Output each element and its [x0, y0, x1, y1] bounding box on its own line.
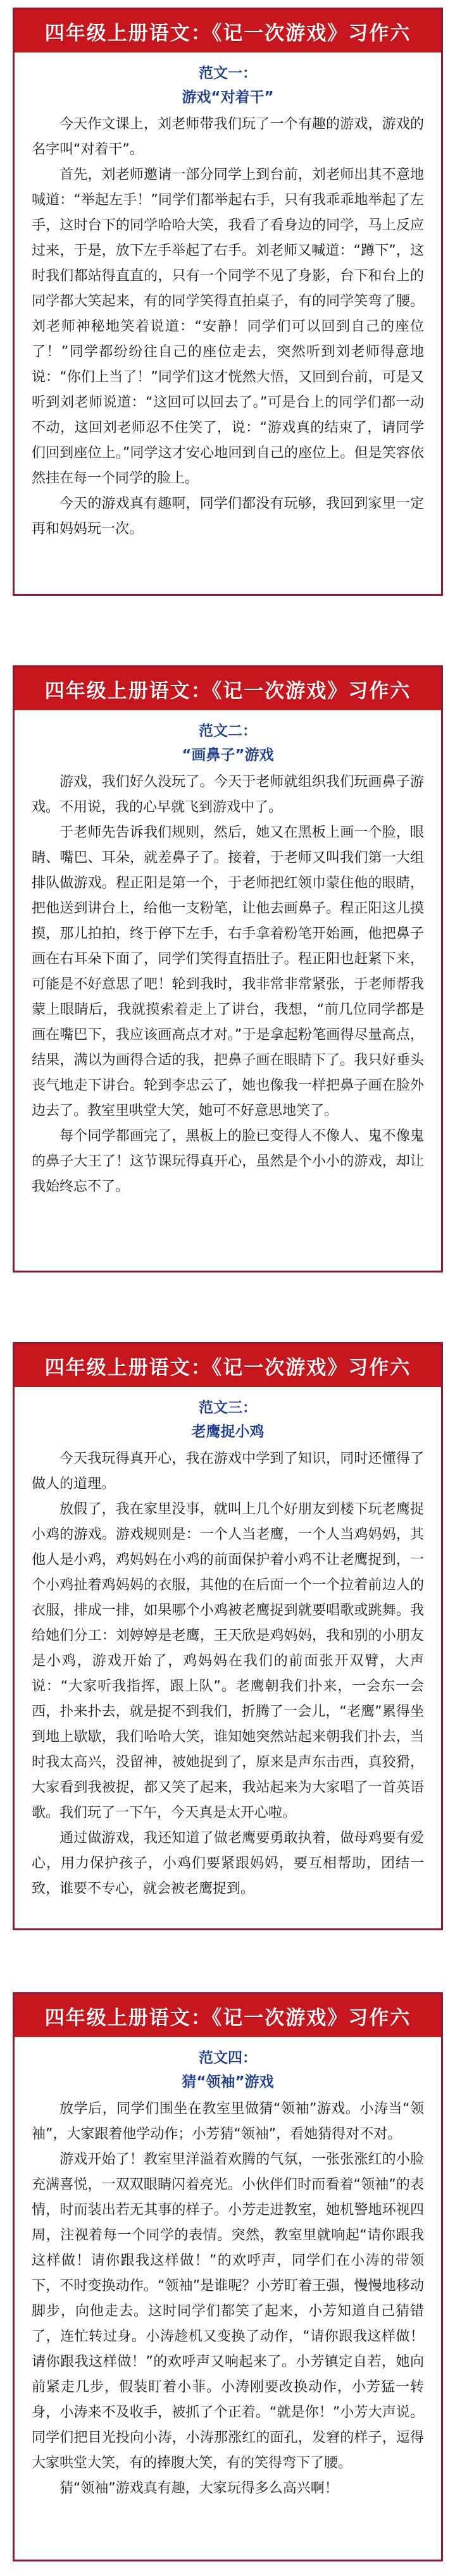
- essay-paragraph: 放学后，同学们围坐在教室里做猜“领袖”游戏。小涛当“领袖”，大家跟着他学动作；小芳猜“领袖”，看她猜得对不对。: [32, 2101, 424, 2142]
- card-header-title: 四年级上册语文：《记一次游戏》习作六: [15, 1994, 441, 2037]
- essay-paragraph: 猜“领袖”游戏真有趣，大家玩得多么高兴啊！: [59, 2480, 339, 2496]
- card-header-title: 四年级上册语文：《记一次游戏》习作六: [15, 667, 441, 710]
- essay-paragraph: 游戏开始了！教室里洋溢着欢腾的气氛，一张张涨红的小脸充满喜悦，一双双眼睛闪着亮光。小伙伴们时而看着“领袖”的表情，时而装出若无其事的样子。小芳走进教室，她机警地环视四周，注视着每一个同学的表情。突然，教室里就响起“请你跟我这样做！请你跟我这样做！”的欢呼声，同学们在小涛的带领下，不时变换动作。“领袖”是谁呢？小芳盯着王强，慢慢地移动脚步，向他走去。这时同学们都笑了起来，小芳知道自己猜错了，连忙转过身。小涛趁机又变换了动作，“请你跟我这样做！请你跟我这样做！”的欢呼声又响起来了。小芳镇定自若，她向前紧走几步，假装盯着小菲。小涛刚要改换动作，小芳猛一转身，小涛来不及收手，被抓了个正着。“就是你！”小芳大声说。同学们把目光投向小涛，小涛那涨红的面孔，发窘的样子，逗得大家哄堂大笑，有的捧腹大笑，有的笑得弯下了腰。: [32, 2152, 424, 2471]
- essay-body: [15, 710, 441, 1210]
- essay-paragraph: 首先，刘老师邀请一部分同学上到台前，刘老师出其不意地喊道：“举起左手！”同学们都举起右手，只有我乖乖地举起了左手，这时台下的同学哈哈大笑，我看了看身边的同学，马上反应过来，于是，放下左手举起了右手。刘老师又喊道：“蹲下”，这时我们都站得直直的，只有一个同学不见了身影，台下和台上的同学都大笑起来，有的同学笑得直拍桌子，有的同学笑弯了腰。刘老师神秘地笑着说道：“安静！同学们可以回到自己的座位了！”同学都纷纷往自己的座位走去，突然听到刘老师得意地说：“你们上当了！”同学们这才恍然大悟，又回到台前，可是又听到刘老师说道：“这回可以回去了。”可是台上的同学们都一动不动，这回刘老师忍不住笑了，说：“游戏真的结束了，请同学们回到座位上。”同学这才安心地回到自己的座位上。但是笑容依然挂在每一个同学的脸上。: [32, 167, 424, 486]
- essay-paragraph: 放假了，我在家里没事，就叫上几个好朋友到楼下玩老鹰捉小鸡的游戏。游戏规则是：一个人当老鹰，一个人当鸡妈妈，其他人是小鸡，鸡妈妈在小鸡的前面保护着小鸡不让老鹰捉到，一个小鸡扯着鸡妈妈的衣服，其他的在后面一个一个拉着前边人的衣服，排成一排，如果哪个小鸡被老鹰捉到就要唱歌或跳舞。我给她们分工：刘婷婷是老鹰，王天欣是鸡妈妈，我和别的小朋友是小鸡，游戏开始了，鸡妈妈在我们的前面张开双臂，大声说：“大家听我指挥，跟上队”。老鹰朝我们扑来，一会东一会西，扑来扑去，就是捉不到我们，折腾了一会儿，“老鹰”累得坐到地上歇歇，我们哈哈大笑，谁知她突然站起来朝我们扑去，当时我太高兴，没留神，被她捉到了，原来是声东击西，真狡猾，大家看到我被捉，都又笑了起来，我站起来为大家唱了一首英语歌。我们玩了一下午，今天真是太开心啦。: [32, 1501, 424, 1821]
- essay-number-label: 范文二：: [199, 723, 257, 739]
- essay-card-3: [13, 1342, 443, 1930]
- essay-paragraph: 于老师先告诉我们规则，然后，她又在黑板上画一个脸，眼睛、嘴巴、耳朵，就差鼻子了。接着，于老师又叫我们第一大组排队做游戏。程正阳是第一个，于老师把红领巾蒙住他的眼睛，把他送到讲台上，给他一支粉笔，让他去画鼻子。程正阳这儿摸摸，那儿拍拍，终于停下左手，右手拿着粉笔开始画，他把鼻子画在右耳朵下面了，同学们笑得直捂肚子。程正阳也赶紧下来，可能是不好意思了吧！轮到我时，我非常非常紧张，于老师帮我蒙上眼睛后，我就摸索着走上了讲台，我想，“前几位同学都是画在嘴巴下，我应该画高点才对。”于是拿起粉笔画得尽量高点，结果，满以为画得合适的我，把鼻子画在眼睛下了。我只好垂头丧气地走下讲台。轮到李忠云了，她也像我一样把鼻子画在脸外边去了。教室里哄堂大笑，她可不好意思地笑了。: [32, 825, 424, 1119]
- essay-number-label: 范文四：: [199, 2050, 257, 2066]
- card-header-title: 四年级上册语文：《记一次游戏》习作六: [15, 1344, 441, 1387]
- essay-body: [15, 2037, 441, 2511]
- card-header-title: 四年级上册语文：《记一次游戏》习作六: [15, 9, 441, 52]
- essay-title: “画鼻子”游戏: [182, 747, 274, 763]
- essay-paragraph: 今天我玩得真开心，我在游戏中学到了知识，同时还懂得了做人的道理。: [32, 1451, 424, 1492]
- essay-paragraph: 通过做游戏，我还知道了做老鹰要勇敢执着，做母鸡要有爱心，用力保护孩子，小鸡们要紧跟妈妈，要互相帮助，团结一致，谁要不专心，就会被老鹰捉到。: [32, 1830, 424, 1897]
- essay-paragraph: 游戏，我们好久没玩了。今天于老师就组织我们玩画鼻子游戏。不用说，我的心早就飞到游戏中了。: [32, 774, 424, 815]
- essay-title: 游戏“对着干”: [182, 89, 274, 106]
- essay-body: [15, 1387, 441, 1912]
- essay-title: 老鹰捉小鸡: [191, 1424, 265, 1440]
- essay-paragraph: 今天的游戏真有趣啊，同学们都没有玩够，我回到家里一定再和妈妈玩一次。: [32, 496, 424, 537]
- essay-card-2: [13, 665, 443, 1273]
- essay-paragraph: 每个同学都画完了，黑板上的脸已变得人不像人、鬼不像鬼的鼻子大王了！这节课玩得真开心，虽然是个小小的游戏，却让我始终忘不了。: [32, 1128, 424, 1195]
- essay-number-label: 范文三：: [199, 1400, 257, 1416]
- essay-title: 猜“领袖”游戏: [182, 2074, 274, 2090]
- essay-paragraph: 今天作文课上，刘老师带我们玩了一个有趣的游戏，游戏的名字叫“对着干”。: [32, 116, 424, 157]
- essay-card-1: [13, 8, 443, 596]
- essay-card-4: [13, 1992, 443, 2561]
- essay-body: [15, 52, 441, 552]
- essay-number-label: 范文一：: [199, 65, 257, 82]
